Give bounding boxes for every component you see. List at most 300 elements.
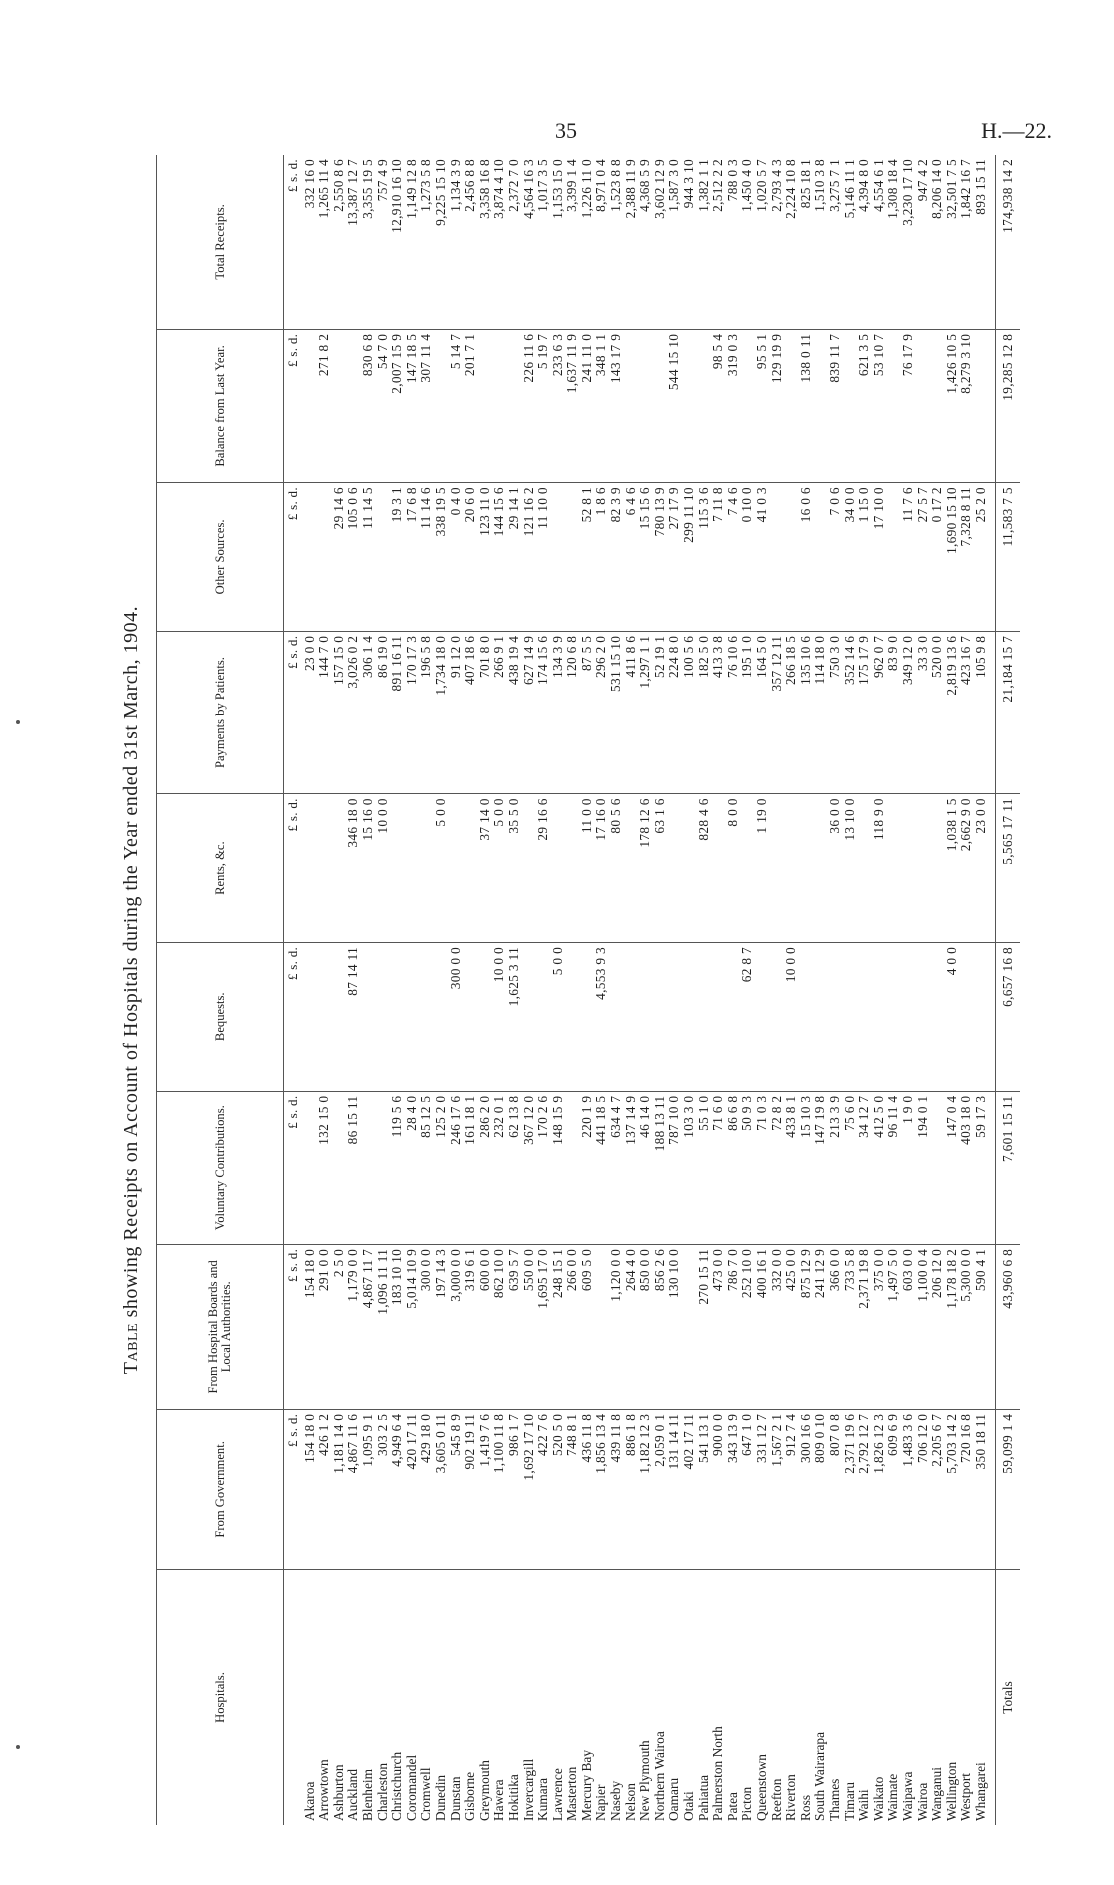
amount-cell: 3,602 12 9 [651,159,667,219]
amount-cell [711,942,726,1091]
amount-cell: 902 19 11 [463,1409,478,1569]
amount-cell: 76 10 6 [726,631,741,794]
amount-cell: 331 12 7 [755,1409,770,1569]
table-row [799,155,814,1825]
amount-cell: 850 0 0 [638,1244,653,1409]
amount-cell: 233 6 3 [551,329,566,482]
amount-cell [624,942,639,1091]
amount-cell: 332 16 0 [301,159,317,209]
amount-cell: 1,587 3 0 [666,159,682,212]
amount-cell: 349 12 0 [901,631,916,794]
amount-cell [886,329,901,482]
amount-cell: 780 13 9 [653,483,668,632]
totals-cell: 21,184 15 7 [995,631,1020,794]
amount-cell: 75 6 0 [843,1091,858,1244]
amount-cell [916,329,931,482]
amount-cell [463,942,478,1091]
amount-cell: 357 12 11 [770,631,785,794]
amount-cell: 63 1 6 [653,794,668,943]
amount-cell: 1,523 8 8 [608,159,624,212]
amount-cell [667,942,682,1091]
amount-cell: 144 15 6 [492,483,507,632]
amount-cell [930,1091,945,1244]
amount-cell [682,329,697,482]
page-reference: H.—22. [981,118,1052,143]
amount-cell: 86 6 8 [726,1091,741,1244]
amount-cell: 71 0 3 [755,1091,770,1244]
amount-cell [565,794,580,943]
amount-cell [784,794,799,943]
table-row [419,155,434,1825]
hospital-name: Arrowtown [317,1570,332,1825]
table-row [740,155,755,1825]
amount-cell [405,794,420,943]
amount-cell [784,329,799,482]
amount-cell: 1,149 12 8 [403,159,419,219]
amount-cell: 720 16 8 [959,1409,974,1569]
amount-cell [916,942,931,1091]
amount-cell: 787 10 0 [667,1091,682,1244]
amount-cell [594,1244,609,1409]
units-cell: £ s. d. [284,794,303,943]
amount-cell: 1,134 3 9 [447,159,463,212]
totals-cell: 174,938 14 2 [995,155,1020,329]
amount-cell: 23 0 0 [303,631,318,794]
amount-cell [886,483,901,632]
amount-cell: 52 8 1 [580,483,595,632]
amount-cell [317,942,332,1091]
amount-cell: 17 10 0 [872,483,887,632]
amount-cell: 828 4 6 [697,794,712,943]
amount-cell [711,794,726,943]
units-cell: £ s. d. [285,159,300,193]
amount-cell: 531 15 10 [609,631,624,794]
amount-cell: 603 0 0 [901,1244,916,1409]
amount-cell: 123 11 0 [478,483,493,632]
amount-cell: 2,205 6 7 [930,1409,945,1569]
col-header-hospitals: Hospitals. [157,1570,284,1825]
hospital-name: Waihi [857,1570,872,1825]
hospital-name: Nelson [624,1570,639,1825]
amount-cell: 132 15 0 [317,1091,332,1244]
amount-cell: 520 5 0 [551,1409,566,1569]
amount-cell: 1,382 1 1 [695,159,711,212]
amount-cell: 20 6 0 [463,483,478,632]
receipts-table [156,155,1020,1825]
amount-cell [609,942,624,1091]
amount-cell: 266 0 0 [565,1244,580,1409]
rotated-table-block [112,155,1015,1825]
col-header-rents: Rents, &c. [157,794,284,943]
hospital-name: Patea [726,1570,741,1825]
amount-cell: 5 19 7 [536,329,551,482]
table-row [682,155,697,1825]
amount-cell: 16 0 6 [799,483,814,632]
amount-cell: 98 5 4 [711,329,726,482]
amount-cell [303,1091,318,1244]
amount-cell: 338 19 5 [434,483,449,632]
amount-cell [697,942,712,1091]
amount-cell [463,794,478,943]
table-row [959,155,974,1825]
amount-cell [886,942,901,1091]
amount-cell: 413 3 8 [711,631,726,794]
hospital-name: Coromandel [405,1570,420,1825]
amount-cell [653,942,668,1091]
amount-cell: 1,692 17 10 [522,1409,537,1569]
amount-cell: 266 9 1 [492,631,507,794]
amount-cell: 25 2 0 [974,483,995,632]
amount-cell: 197 14 3 [434,1244,449,1409]
amount-cell: 299 11 10 [682,483,697,632]
amount-cell: 28 4 0 [405,1091,420,1244]
amount-cell [303,794,318,943]
amount-cell: 375 0 0 [872,1244,887,1409]
amount-cell: 11 0 0 [580,794,595,943]
amount-cell: 590 4 1 [974,1244,995,1409]
amount-cell: 1,426 10 5 [945,329,960,482]
amount-cell: 4,554 6 1 [870,159,886,212]
table-row [580,155,595,1825]
amount-cell: 403 18 0 [959,1091,974,1244]
amount-cell: 1,038 1 5 [945,794,960,943]
amount-cell: 246 17 6 [449,1091,464,1244]
amount-cell [419,942,434,1091]
amount-cell [551,483,566,632]
amount-cell: 856 2 6 [653,1244,668,1409]
amount-cell: 986 1 7 [507,1409,522,1569]
units-cell: £ s. d. [284,329,303,482]
amount-cell: 103 3 0 [682,1091,697,1244]
amount-cell: 147 19 8 [813,1091,828,1244]
amount-cell: 55 1 0 [697,1091,712,1244]
totals-cell: 7,601 15 11 [995,1091,1020,1244]
amount-cell: 1,308 18 4 [885,159,901,219]
amount-cell: 1,182 12 3 [638,1409,653,1569]
hospital-name: Napier [594,1570,609,1825]
amount-cell: 473 0 0 [711,1244,726,1409]
amount-cell: 627 14 9 [522,631,537,794]
amount-cell: 343 13 9 [726,1409,741,1569]
amount-cell: 4 0 0 [945,942,960,1091]
hospital-name: Pahiatua [697,1570,712,1825]
amount-cell: 1,181 14 0 [332,1409,347,1569]
amount-cell: 1,017 3 5 [535,159,551,212]
table-row [536,155,551,1825]
hospital-name: Palmerston North [711,1570,726,1825]
amount-cell: 270 15 11 [697,1244,712,1409]
units-blank [284,1570,303,1825]
amount-cell: 886 1 8 [624,1409,639,1569]
amount-cell: 8,971 0 4 [593,159,609,212]
table-row [755,155,770,1825]
amount-cell [755,942,770,1091]
amount-cell: 29 14 6 [332,483,347,632]
amount-cell: 4,564 16 3 [520,159,536,219]
amount-cell [303,942,318,1091]
amount-cell: 433 8 1 [784,1091,799,1244]
totals-cell: 43,960 6 8 [995,1244,1020,1409]
amount-cell [522,794,537,943]
amount-cell: 87 14 11 [346,942,361,1091]
amount-cell: 1,100 0 4 [916,1244,931,1409]
amount-cell: 3,275 7 1 [826,159,842,212]
table-body [284,155,996,1825]
amount-cell [624,794,639,943]
units-cell: £ s. d. [284,631,303,794]
amount-cell: 300 16 6 [799,1409,814,1569]
amount-cell: 2,550 8 6 [330,159,346,212]
amount-cell: 220 1 9 [580,1091,595,1244]
amount-cell: 27 17 9 [667,483,682,632]
amount-cell: 750 3 0 [828,631,843,794]
hospital-name: Ashburton [332,1570,347,1825]
amount-cell: 8 0 0 [726,794,741,943]
hospital-name: Lawrence [551,1570,566,1825]
amount-cell: 947 4 2 [914,159,930,202]
amount-cell [770,483,785,632]
amount-cell: 411 8 6 [624,631,639,794]
amount-cell: 639 5 7 [507,1244,522,1409]
amount-cell: 137 14 9 [624,1091,639,1244]
table-row [930,155,945,1825]
amount-cell: 0 17 2 [930,483,945,632]
table-row [697,155,712,1825]
amount-cell [551,794,566,943]
amount-cell: 1,100 11 8 [492,1409,507,1569]
table-row [609,155,624,1825]
amount-cell [434,942,449,1091]
amount-cell: 5,014 10 9 [405,1244,420,1409]
amount-cell [332,329,347,482]
amount-cell: 748 8 1 [565,1409,580,1569]
amount-cell: 366 0 0 [828,1244,843,1409]
amount-cell: 34 12 7 [857,1091,872,1244]
amount-cell: 1,265 11 4 [316,159,332,219]
hospital-name: Cromwell [419,1570,434,1825]
hospital-name: Queenstown [755,1570,770,1825]
amount-cell: 1,120 0 0 [609,1244,624,1409]
amount-cell [930,794,945,943]
amount-cell: 135 10 6 [799,631,814,794]
hospital-name: Hokitika [507,1570,522,1825]
amount-cell: 1 8 6 [594,483,609,632]
amount-cell [726,942,741,1091]
table-row [945,155,960,1825]
amount-cell: 9,225 15 10 [432,159,448,226]
totals-cell: 5,565 17 11 [995,794,1020,943]
hospital-name: Christchurch [390,1570,405,1825]
amount-cell: 206 12 0 [930,1244,945,1409]
table-row [522,155,537,1825]
amount-cell: 71 6 0 [711,1091,726,1244]
amount-cell: 62 13 8 [507,1091,522,1244]
amount-cell: 807 0 8 [828,1409,843,1569]
amount-cell: 188 13 11 [653,1091,668,1244]
table-row [463,155,478,1825]
amount-cell: 733 5 8 [843,1244,858,1409]
amount-cell [959,942,974,1091]
amount-cell: 17 6 8 [405,483,420,632]
amount-cell: 701 8 0 [478,631,493,794]
amount-cell: 76 17 9 [901,329,916,482]
table-row [624,155,639,1825]
amount-cell: 3,605 0 11 [434,1409,449,1569]
amount-cell: 170 2 6 [536,1091,551,1244]
amount-cell: 1,734 18 0 [434,631,449,794]
amount-cell: 2,662 9 0 [959,794,974,943]
hospital-name: New Plymouth [638,1570,653,1825]
amount-cell: 1,637 11 9 [565,329,580,482]
amount-cell: 2 5 0 [332,1244,347,1409]
amount-cell: 201 7 1 [463,329,478,482]
amount-cell: 37 14 0 [478,794,493,943]
amount-cell [770,794,785,943]
amount-cell [303,483,318,632]
hospital-name: Invercargill [522,1570,537,1825]
amount-cell: 1,020 5 7 [754,159,769,212]
amount-cell [974,329,995,482]
amount-cell: 786 7 0 [726,1244,741,1409]
amount-cell: 900 0 0 [711,1409,726,1569]
hospital-name: Ross [799,1570,814,1825]
amount-cell: 80 5 6 [609,794,624,943]
table-row [886,155,901,1825]
amount-cell: 439 11 8 [609,1409,624,1569]
hospital-name: Auckland [346,1570,361,1825]
amount-cell [916,794,931,943]
amount-cell: 13 10 0 [843,794,858,943]
amount-cell: 52 19 1 [653,631,668,794]
amount-cell: 125 2 0 [434,1091,449,1244]
amount-cell: 1,483 3 6 [901,1409,916,1569]
amount-cell: 15 16 0 [361,794,376,943]
amount-cell: 95 5 1 [755,329,770,482]
amount-cell: 862 10 0 [492,1244,507,1409]
table-row [492,155,507,1825]
table-row [361,155,376,1825]
amount-cell: 944 3 10 [681,159,697,209]
amount-cell: 541 13 1 [697,1409,712,1569]
table-row [478,155,493,1825]
amount-cell: 2,371 19 6 [843,1409,858,1569]
table-row [843,155,858,1825]
amount-cell: 86 15 11 [346,1091,361,1244]
amount-cell: 53 10 7 [872,329,887,482]
amount-cell: 213 3 9 [828,1091,843,1244]
amount-cell: 520 0 0 [930,631,945,794]
table-row [507,155,522,1825]
amount-cell [682,942,697,1091]
hospital-name: Wellington [945,1570,960,1825]
amount-cell: 34 0 0 [843,483,858,632]
amount-cell: 4,867 11 7 [361,1244,376,1409]
amount-cell: 609 6 9 [886,1409,901,1569]
amount-cell: 266 18 5 [784,631,799,794]
amount-cell: 912 7 4 [784,1409,799,1569]
amount-cell: 35 5 0 [507,794,522,943]
amount-cell: 138 0 11 [799,329,814,482]
amount-cell: 436 11 8 [580,1409,595,1569]
amount-cell: 647 1 0 [740,1409,755,1569]
amount-cell [405,942,420,1091]
amount-cell: 621 3 5 [857,329,872,482]
hospital-name: Reefton [770,1570,785,1825]
amount-cell: 2,371 19 8 [857,1244,872,1409]
amount-cell [667,794,682,943]
amount-cell [565,483,580,632]
hospital-name: Waimate [886,1570,901,1825]
hospital-name: Riverton [784,1570,799,1825]
col-header-balance: Balance from Last Year. [157,329,284,482]
amount-cell: 400 16 1 [755,1244,770,1409]
amount-cell: 174 15 6 [536,631,551,794]
amount-cell: 1,273 5 8 [418,159,434,212]
amount-cell: 788 0 3 [724,159,740,202]
totals-cell: 11,583 7 5 [995,483,1020,632]
col-header-government: From Government. [157,1409,284,1569]
amount-cell: 426 1 2 [317,1409,332,1569]
amount-cell: 271 8 2 [317,329,332,482]
amount-cell: 241 12 9 [813,1244,828,1409]
units-cell: £ s. d. [284,1091,303,1244]
amount-cell: 224 8 0 [667,631,682,794]
amount-cell: 1,095 9 1 [361,1409,376,1569]
amount-cell [843,329,858,482]
amount-cell: 194 0 1 [916,1091,931,1244]
amount-cell: 1,419 7 6 [478,1409,493,1569]
amount-cell [682,1244,697,1409]
amount-cell: 164 5 0 [755,631,770,794]
table-row [901,155,916,1825]
amount-cell: 148 15 9 [551,1091,566,1244]
table-row [565,155,580,1825]
hospital-name: Wanganui [930,1570,945,1825]
amount-cell: 4,368 5 9 [637,159,653,212]
amount-cell: 350 18 11 [974,1409,995,1569]
table-row [726,155,741,1825]
amount-cell: 105 0 6 [346,483,361,632]
amount-cell [930,942,945,1091]
totals-cell: 59,099 1 4 [995,1409,1020,1569]
amount-cell [974,942,995,1091]
amount-cell: 300 0 0 [419,1244,434,1409]
hospital-name: Mercury Bay [580,1570,595,1825]
amount-cell: 241 11 0 [580,329,595,482]
amount-cell: 1 19 0 [755,794,770,943]
table-row [594,155,609,1825]
amount-cell: 195 1 0 [740,631,755,794]
amount-cell: 12,910 16 10 [389,159,405,233]
amount-cell [332,1091,347,1244]
amount-cell: 13,387 12 7 [345,159,361,226]
amount-cell: 4,553 9 3 [594,942,609,1091]
table-row [653,155,668,1825]
amount-cell: 10 0 0 [376,794,391,943]
amount-cell [332,942,347,1091]
amount-cell: 402 17 11 [682,1409,697,1569]
amount-cell: 2,792 12 7 [857,1409,872,1569]
amount-cell [828,942,843,1091]
amount-cell: 147 18 5 [405,329,420,482]
amount-cell: 82 3 9 [609,483,624,632]
amount-cell: 27 5 7 [916,483,931,632]
header-row [157,155,284,1825]
table-row [711,155,726,1825]
amount-cell [799,794,814,943]
amount-cell: 5,300 0 0 [959,1244,974,1409]
amount-cell [449,794,464,943]
